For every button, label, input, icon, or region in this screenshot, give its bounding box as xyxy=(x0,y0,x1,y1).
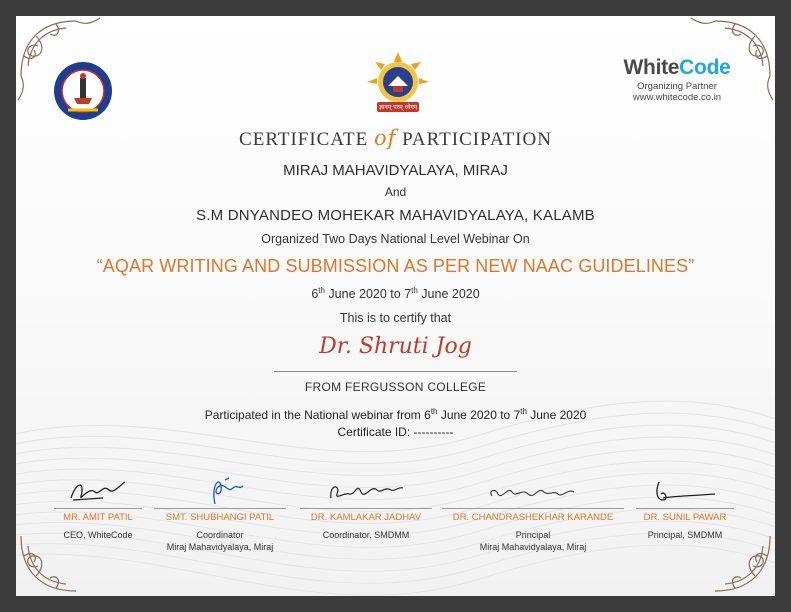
name-underline xyxy=(274,371,517,372)
college-motto: ज्ञानम् परम् ध्येयम् xyxy=(379,104,417,111)
signatory-5 xyxy=(636,476,734,541)
signatory-1 xyxy=(54,476,142,541)
certify-text: This is to certify that xyxy=(339,311,452,325)
certificate-title: CERTIFICATE of PARTICIPATION xyxy=(239,126,552,150)
signature-4-icon xyxy=(478,476,588,506)
signatory-role: Coordinator, SMDMM xyxy=(322,530,410,540)
whitecode-url: www.whitecode.co.in xyxy=(632,92,722,103)
whitecode-branding xyxy=(612,56,742,103)
webinar-dates: 6th June 2020 to 7th June 2020 xyxy=(311,286,480,302)
smdmm-college-logo xyxy=(363,50,433,120)
signatory-3 xyxy=(300,476,432,541)
recipient-name: Dr. Shruti Jog xyxy=(319,334,472,359)
organizing-partner-label: Organizing Partner xyxy=(637,81,717,92)
and-text: And xyxy=(384,185,407,199)
webinar-topic: “AQAR WRITING AND SUBMISSION AS PER NEW NAAC GUIDELINES” xyxy=(96,256,695,276)
signature-1-icon xyxy=(63,476,133,506)
signatory-name: DR. CHANDRASHEKHAR KARANDE xyxy=(452,512,614,523)
whitecode-logo: WhiteCode xyxy=(623,56,731,79)
signatory-2 xyxy=(154,476,286,553)
organized-text: Organized Two Days National Level Webinar On xyxy=(261,232,530,246)
signatory-role: Principal, SMDMM xyxy=(647,530,723,540)
organizer-2: S.M DNYANDEO MOHEKAR MAHAVIDYALAYA, KALAMB xyxy=(196,207,595,224)
certificate-id: Certificate ID: ---------- xyxy=(337,425,454,439)
signatory-role: Coordinator Miraj Mahavidyalaya, Miraj xyxy=(166,530,274,552)
organizer-1: MIRAJ MAHAVIDYALAYA, MIRAJ xyxy=(283,162,508,179)
signatory-role: CEO, WhiteCode xyxy=(63,530,133,540)
signature-3-icon xyxy=(321,476,411,506)
signatory-name: MR. AMIT PATIL xyxy=(63,512,133,523)
signatory-role: Principal Miraj Mahavidyalaya, Miraj xyxy=(479,530,587,552)
signatory-name: DR. SUNIL PAWAR xyxy=(643,512,727,523)
signature-5-icon xyxy=(645,476,725,506)
signatory-4 xyxy=(442,476,624,553)
signatory-name: SMT. SHUBHANGI PATIL xyxy=(165,512,275,523)
certificate-paper xyxy=(16,16,775,596)
miraj-mahavidyalaya-logo xyxy=(52,60,114,122)
signature-2-icon xyxy=(185,476,255,506)
recipient-institution: FROM FERGUSSON COLLEGE xyxy=(304,380,487,394)
participation-statement: Participated in the National webinar from 6th June 2020 to 7th June 2020 xyxy=(204,407,587,422)
signatory-name: DR. KAMLAKAR JADHAV xyxy=(310,512,422,523)
